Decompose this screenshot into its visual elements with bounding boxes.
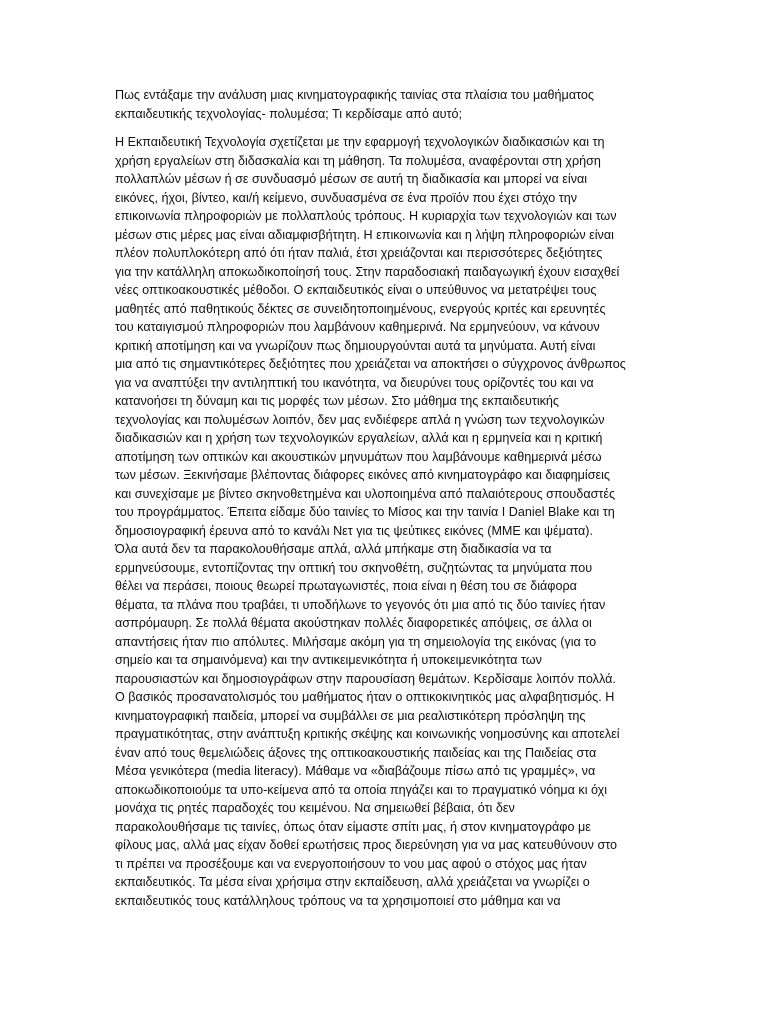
body-line: παρακολουθήσαμε τις ταινίες, όπως όταν είμαστε σπίτι μας, ή στον κινηματογράφο με xyxy=(115,819,591,834)
body-line: τεχνολογίας και πολυμέσων λοιπόν, δεν μας ενδιέφερε απλά η γνώση των τεχνολογικών xyxy=(115,412,605,427)
body-line: του προγράμματος. Έπειτα είδαμε δύο ταινίες το Μίσος και την ταινία I Daniel Blake και τη xyxy=(115,505,615,519)
body-line: του καταιγισμού πληροφοριών που λαμβάνουν καθημερινά. Να ερμηνεύουν, να κάνουν xyxy=(115,320,600,334)
body-line: πραγματικότητας, στην ανάπτυξη κριτικής σκέψης και κοινωνικής νοημοσύνης και αποτελεί xyxy=(115,727,620,741)
body-line: πλέον πολυπλοκότερη από ότι ήταν παλιά, έτσι χρειάζονται και περισσότερες δεξιότητες xyxy=(115,246,603,260)
title-line: Πως εντάξαμε την ανάλυση μιας κινηματογραφικής ταινίας στα πλαίσια του μαθήματος xyxy=(115,88,594,102)
body-line: θέματα, τα πλάνα που τραβάει, τι υποδήλωνε το γεγονός ότι μια από τις δύο ταινίες ήταν xyxy=(115,597,606,612)
body-line: σημείο και τα σημαινόμενα) και την αντικειμενικότητα ή υποκειμενικότητα των xyxy=(115,653,542,667)
body-line: μαθητές από παθητικούς δέκτες σε συνειδητοποιημένους, ενεργούς κριτές και ερευνητές xyxy=(115,301,606,316)
body-line: εκπαιδευτικός τους κατάλληλους τρόπους να τα χρησιμοποιεί στο μάθημα και να xyxy=(115,893,561,908)
body-line: για την κατάλληλη αποκωδικοποίησή τους. Στην παραδοσιακή παιδαγωγική έχουν εισαχθεί xyxy=(115,264,620,279)
body-line: και συνεχίσαμε με βίντεο σκηνοθετημένα και υλοποιημένα από παλαιότερους σπουδαστές xyxy=(115,486,616,501)
body-line: νέες οπτικοακουστικές μέθοδοι. Ο εκπαιδευτικός είναι ο υπεύθυνος να μετατρέψει τους xyxy=(115,283,597,297)
body-line: των μέσων. Ξεκινήσαμε βλέποντας διάφορες εικόνες από κινηματογράφο και διαφημίσεις xyxy=(115,468,610,482)
body-line: αποκωδικοποιούμε τα υπο-κείμενα από τα οποία πηγάζει και το πραγματικό νόημα κι όχι xyxy=(115,782,608,797)
document-page xyxy=(115,86,660,910)
body-line: εκπαιδευτικός. Τα μέσα είναι χρήσιμα στην εκπαίδευση, αλλά χρειάζεται να γνωρίζει ο xyxy=(115,875,590,889)
body-line: Ο βασικός προσανατολισμός του μαθήματος ήταν ο οπτικοκινητικός μας αλφαβητισμός. Η xyxy=(115,690,615,704)
body-line: θέλει να περάσει, ποιους θεωρεί πρωταγωνιστές, ποια είναι η θέση του σε διάφορα xyxy=(115,579,577,593)
body-line: τι πρέπει να προσέξουμε και να ενεργοποιήσουν το νου μας αφού ο στόχος μας ήταν xyxy=(115,856,587,871)
body-line: φίλους μας, αλλά μας είχαν δοθεί ερωτήσεις προς διερεύνηση για να μας κατευθύνουν στο xyxy=(115,838,618,852)
body-line: ερμηνεύσουμε, εντοπίζοντας την οπτική του σκηνοθέτη, συζητώντας τα μηνύματα που xyxy=(115,560,593,575)
body-line: μια από τις σημαντικότερες δεξιότητες που χρειάζεται να αποκτήσει ο σύγχρονος άνθρωπος xyxy=(115,357,626,371)
body-line: επικοινωνία πληροφοριών με πολλαπλούς τρόπους. Η κυριαρχία των τεχνολογιών και των xyxy=(115,209,617,223)
document-title xyxy=(115,86,660,123)
body-line: για να αναπτύξει την αντιληπτική του ικανότητα, να διευρύνει τους ορίζοντές του και να xyxy=(115,375,594,390)
body-line: Όλα αυτά δεν τα παρακολουθήσαμε απλά, αλλά μπήκαμε στη διαδικασία να τα xyxy=(115,542,552,556)
body-line: απαντήσεις ήταν πιο απόλυτες. Μιλήσαμε ακόμη για τη σημειολογία της εικόνας (για το xyxy=(115,634,597,649)
body-line: κατανοήσει τη δύναμη και τις μορφές των μέσων. Στο μάθημα της εκπαιδευτικής xyxy=(115,394,559,408)
body-line: κινηματογραφική παιδεία, μπορεί να συμβάλλει σε μια ρεαλιστικότερη πρόσληψη της xyxy=(115,708,586,723)
body-line: εικόνες, ήχοι, βίντεο, και/ή κείμενο, συνδυασμένα σε ένα προϊόν που έχει στόχο την xyxy=(115,190,578,205)
body-line: αποτίμηση των οπτικών και ακουστικών μηνυμάτων που λαμβάνουμε καθημερινά μέσω xyxy=(115,449,602,464)
body-line: Η Εκπαιδευτική Τεχνολογία σχετίζεται με την εφαρμογή τεχνολογικών διαδικασιών και τη xyxy=(115,135,605,149)
body-line: ασπρόμαυρη. Σε πολλά θέματα ακούστηκαν πολλές διαφορετικές απόψεις, σε άλλα οι xyxy=(115,616,592,630)
body-line: έναν από τους θεμελιώδεις άξονες της οπτικοακουστικής παιδείας και της Παιδείας στα xyxy=(115,745,597,760)
body-line: παρουσιαστών και δημοσιογράφων στην παρουσίαση θεμάτων. Κερδίσαμε λοιπόν πολλά. xyxy=(115,671,616,686)
document-body xyxy=(115,133,660,910)
body-line: μονάχα τις ρητές παραδοχές του κειμένου. Να σημειωθεί βέβαια, ότι δεν xyxy=(115,801,515,815)
body-line: χρήση εργαλείων στη διδασκαλία και τη μάθηση. Τα πολυμέσα, αναφέρονται στη χρήση xyxy=(115,153,601,168)
title-line: εκπαιδευτικής τεχνολογίας- πολυμέσα; Τι κερδίσαμε από αυτό; xyxy=(115,106,462,121)
body-line: διαδικασιών και η χρήση των τεχνολογικών εργαλείων, αλλά και η ερμηνεία και η κριτική xyxy=(115,431,603,445)
body-line: δημοσιογραφική έρευνα από το κανάλι Νετ για τις ψεύτικες εικόνες (ΜΜΕ και ψέματα). xyxy=(115,523,593,538)
body-line: μέσων στις μέρες μας είναι αδιαμφισβήτητη. Η επικοινωνία και η λήψη πληροφοριών είναι xyxy=(115,227,614,242)
body-line: Μέσα γενικότερα (media literacy). Μάθαμε να «διαβάζουμε πίσω από τις γραμμές», να xyxy=(115,764,596,778)
body-line: κριτική αποτίμηση και να γνωρίζουν πως δημιουργούνται αυτά τα μηνύματα. Αυτή είναι xyxy=(115,338,596,353)
body-line: πολλαπλών μέσων ή σε συνδυασμό μέσων σε αυτή τη διαδικασία και μπορεί να είναι xyxy=(115,172,588,186)
